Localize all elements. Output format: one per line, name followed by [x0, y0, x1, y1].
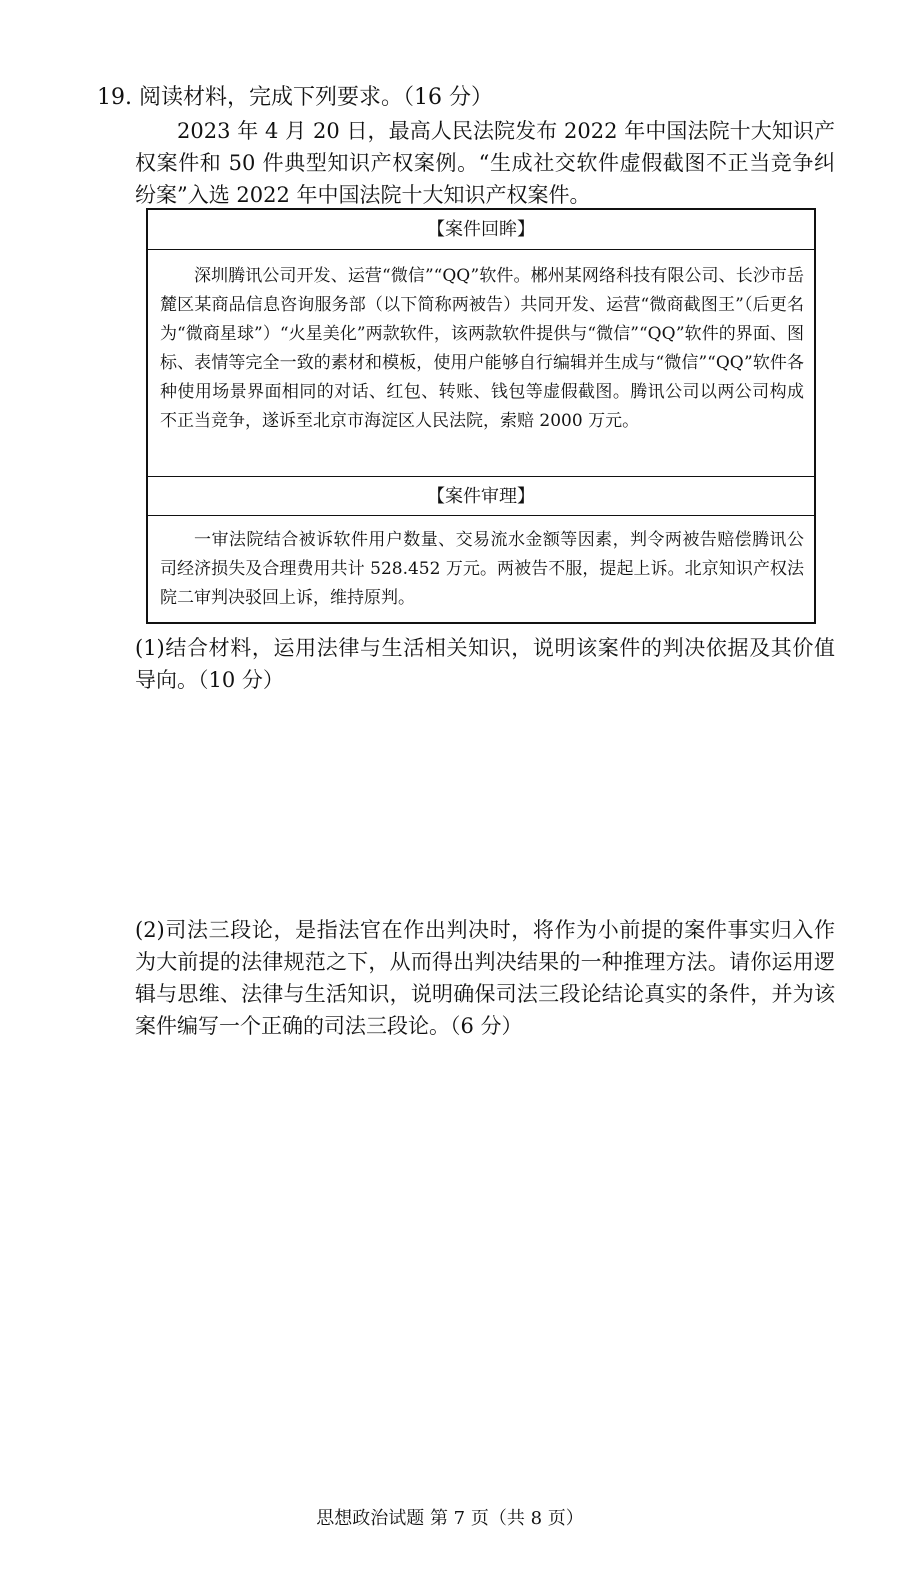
case-material-box: [146, 208, 816, 624]
sub-question-2: (2)司法三段论，是指法官在作出判决时，将作为小前提的案件事实归入作为大前提的法律规范之下，从而得出判决结果的一种推理方法。请你运用逻辑与思维、法律与生活知识，说明确保司法三段论结论真实的条件，并为该案件编写一个正确的司法三段论。（6 分）: [135, 918, 835, 1038]
question-intro: 2023 年 4 月 20 日，最高人民法院发布 2022 年中国法院十大知识产权案件和 50 件典型知识产权案例。“生成社交软件虚假截图不正当竞争纠纷案”入选 2022 年中国法院十大知识产权案件。: [135, 119, 835, 207]
case-review-text: 深圳腾讯公司开发、运营“微信”“QQ”软件。郴州某网络科技有限公司、长沙市岳麓区某商品信息咨询服务部（以下简称两被告）共同开发、运营“微商截图王”（后更名为“微商星球”）“火星美化”两款软件，该两款软件提供与“微信”“QQ”软件的界面、图标、表情等完全一致的素材和模板，使用户能够自行编辑并生成与“微信”“QQ”软件各种使用场景界面相同的对话、红包、转账、钱包等虚假截图。腾讯公司以两公司构成不正当竞争，遂诉至北京市海淀区人民法院，索赔 2000 万元。: [160, 266, 804, 431]
question-heading: 19. 阅读材料，完成下列要求。（16 分）: [97, 85, 493, 110]
case-trial-text: 一审法院结合被诉软件用户数量、交易流水金额等因素，判令两被告赔偿腾讯公司经济损失及合理费用共计 528.452 万元。两被告不服，提起上诉。北京知识产权法院二审判决驳回上诉，维持原判。: [160, 530, 804, 608]
page-footer: 思想政治试题 第 7 页（共 8 页）: [316, 1508, 584, 1529]
case-review-title: 【案件回眸】: [148, 210, 814, 250]
case-trial-title: 【案件审理】: [148, 476, 814, 516]
sub-question-1: (1)结合材料，运用法律与生活相关知识，说明该案件的判决依据及其价值导向。（10 分）: [135, 636, 835, 692]
